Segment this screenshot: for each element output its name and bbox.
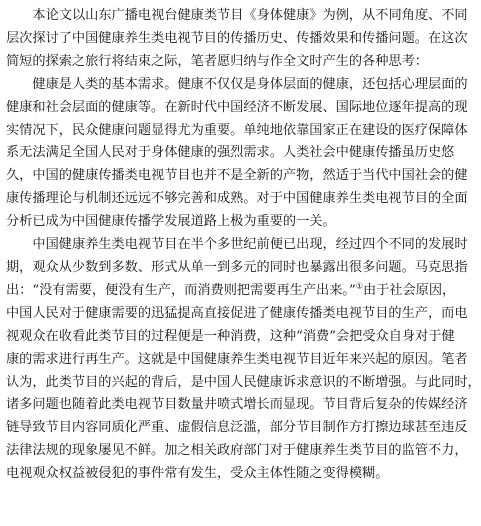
text-line: 链导致节目内容同质化严重、虚假信息泛滥，部分节目制作方打擦边球甚至违反: [6, 420, 468, 436]
quote-text: 出：“没有需要，便没有生产，而消费则把需要再生产出来。”: [6, 282, 356, 298]
text-line: 层次探讨了中国健康养生类电视节目的传播历史、传播效果和传播问题。在这次: [6, 30, 468, 46]
text-line: 健康是人类的基本需求。健康不仅仅是身体层面的健康，还包括心理层面的: [32, 76, 468, 92]
text-line: 分析已成为中国健康传播学发展道路上极为重要的一关。: [6, 214, 336, 230]
text-line: 中国健康养生类电视节目在半个多世纪前便已出现，经过四个不同的发展时: [32, 237, 468, 253]
text-line: 健康和社会层面的健康等。在新时代中国经济不断发展、国际地位逐年提高的现: [6, 99, 468, 115]
text-line: 视观众在收看此类节目的过程便是一种消费，这种“消费”会把受众自身对于健: [6, 328, 455, 344]
text-line: 久，中国的健康传播类电视节目也并不是全新的产物，然适于当代中国社会的健: [6, 168, 468, 184]
text-line: 本论文以山东广播电视台健康类节目《身体健康》为例，从不同角度、不同: [32, 8, 468, 23]
paragraph-intro: [6, 5, 468, 74]
text-line: 康的需求进行再生产。这就是中国健康养生类电视节目近年来兴起的原因。笔者: [6, 351, 468, 367]
text-line: 期，观众从少数到多数、形式从单一到多元的同时也暴露出很多问题。马克思指: [6, 259, 468, 275]
paragraph-health-needs: [6, 74, 468, 234]
footnote-marker[interactable]: ①: [355, 281, 363, 291]
text-line: 中国人民对于健康需要的迅猛提高直接促进了健康传播类电视节目的生产，而电: [6, 305, 468, 321]
text-line: 诸多问题也随着此类电视节目数量井喷式增长而显现。节目背后复杂的传媒经济: [6, 397, 468, 413]
text-line: 系无法满足全国人民对于身体健康的强烈需求。人类社会中健康传播虽历史悠: [6, 145, 455, 161]
footnote-follow-text: 由于社会原因，: [362, 282, 456, 298]
text-line: 康传播理论与机制还远远不够完善和成熟。对于中国健康养生类电视节目的全面: [6, 191, 468, 207]
text-line: 认为，此类节目的兴起的背后，是中国人民健康诉求意识的不断增强。与此同时，: [6, 374, 481, 390]
text-line: 电视观众权益被侵犯的事件常有发生，受众主体性随之变得模糊。: [6, 466, 389, 482]
text-line: 法律法规的现象屡见不鲜。加之相关政府部门对于健康养生类节目的监管不力，: [6, 443, 468, 459]
text-line-with-footnote: [6, 280, 456, 303]
paragraph-tv-programs: [6, 234, 481, 486]
text-line: 实情况下，民众健康问题显得尤为重要。单纯地依靠国家正在建设的医疗保障体: [6, 122, 468, 138]
text-line: 简短的探索之旅行将结束之际，笔者愿归纳与作全文时产生的各种思考：: [6, 53, 428, 69]
